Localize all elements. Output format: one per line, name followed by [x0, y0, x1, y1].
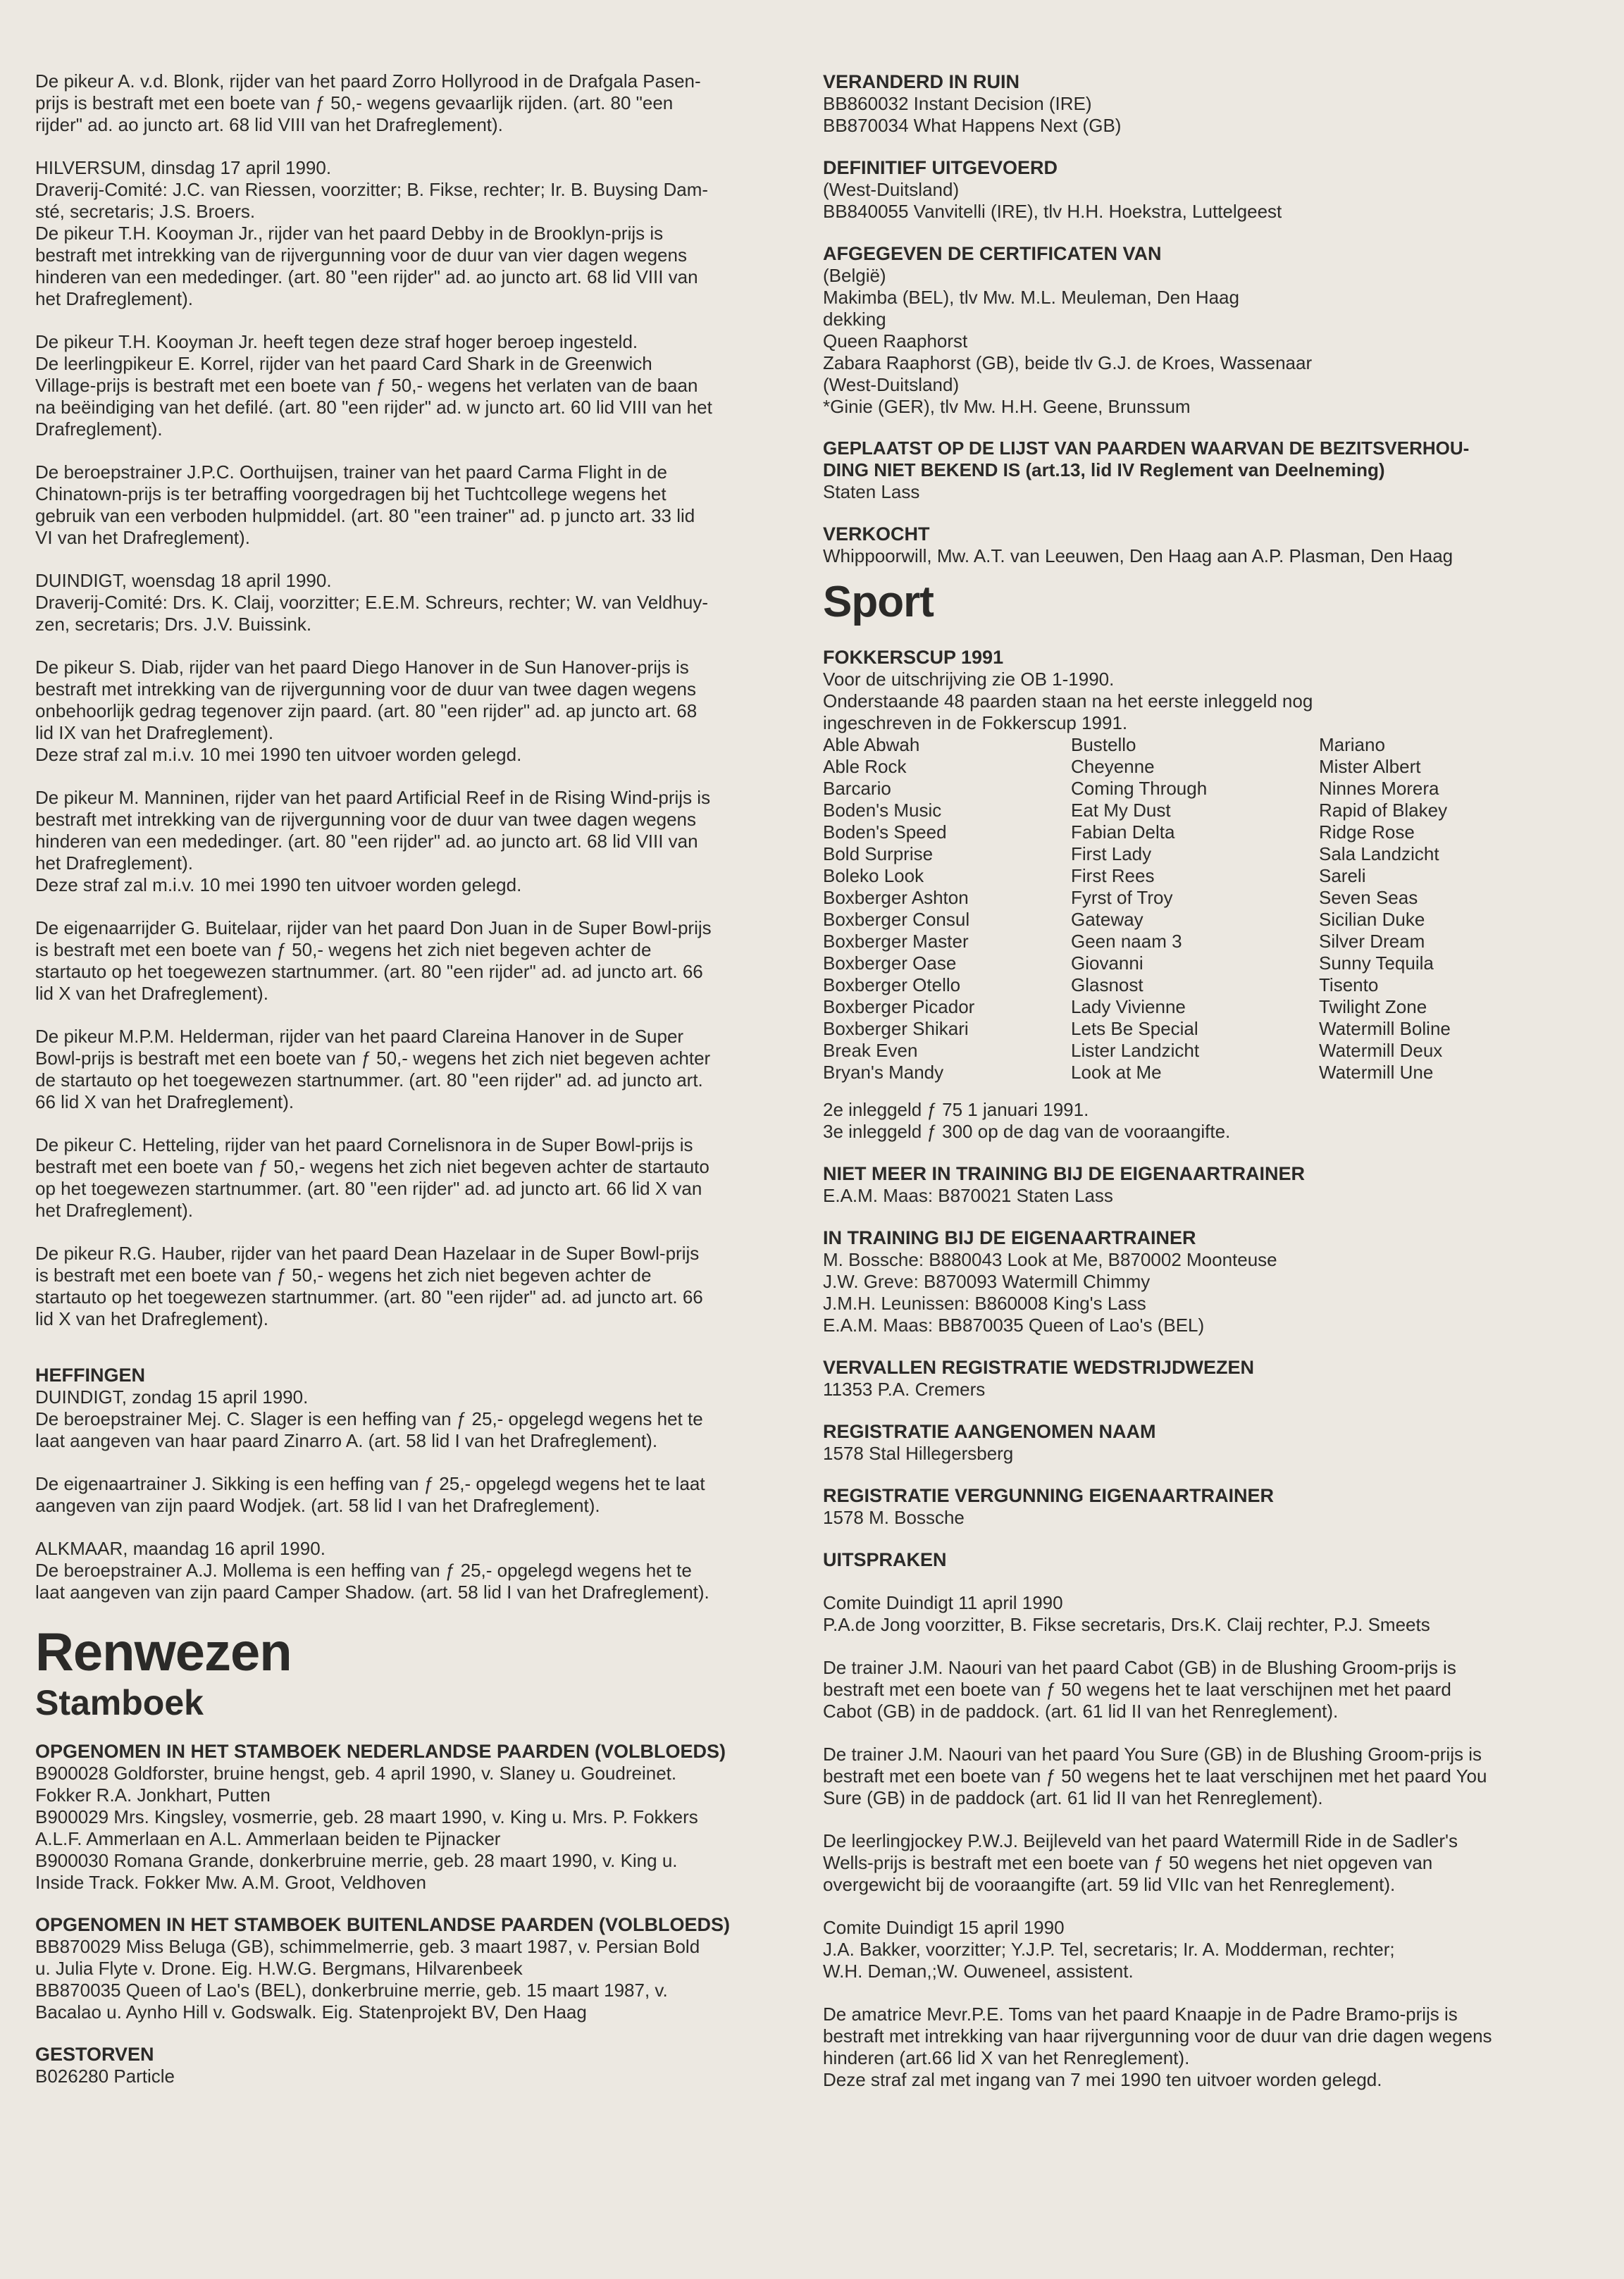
section-heading: NIET MEER IN TRAINING BIJ DE EIGENAARTRAINER: [823, 1163, 1306, 1184]
entries: [35, 1763, 793, 1894]
text-line: startauto op het toegewezen startnummer. (art. 80 "een rijder" ad. ad juncto art. 66: [35, 961, 703, 982]
section-heading: DEFINITIEF UITGEVOERD: [823, 157, 1058, 178]
gestorven-section: [35, 2043, 793, 2087]
entries: [823, 1507, 1580, 1529]
text-line: Rapid of Blakey: [1319, 800, 1448, 821]
horse-column: [823, 734, 1071, 1083]
ruin-section: [823, 70, 1580, 137]
text-line: Deze straf zal m.i.v. 10 mei 1990 ten uitvoer worden gelegd.: [35, 744, 522, 765]
paragraph: [35, 917, 793, 1005]
text-line: hinderen van een mededinger. (art. 80 "een rijder" ad. ao juncto art. 68 lid VIII van: [35, 831, 698, 852]
text-line: Inside Track. Fokker Mw. A.M. Groot, Veldhoven: [35, 1872, 426, 1893]
section-heading: OPGENOMEN IN HET STAMBOEK NEDERLANDSE PAARDEN (VOLBLOEDS): [35, 1741, 726, 1762]
text-line: Bryan's Mandy: [823, 1062, 944, 1083]
text-line: B026280 Particle: [35, 2066, 175, 2087]
text-line: Onderstaande 48 paarden staan na het eerste inleggeld nog: [823, 690, 1313, 712]
text-line: aangeven van zijn paard Wodjek. (art. 58 lid I van het Drafreglement).: [35, 1495, 600, 1516]
text-line: bestraft met een boete van ƒ 50 wegens het te laat verschijnen met het paard: [823, 1679, 1451, 1700]
text-line: Wells-prijs is bestraft met een boete van ƒ 50 wegens het niet opgeven van: [823, 1852, 1433, 1873]
text-line: VI van het Drafreglement).: [35, 527, 250, 548]
text-line: is bestraft met een boete van ƒ 50,- wegens het zich niet begeven achter de: [35, 939, 652, 960]
text-line: Comite Duindigt 15 april 1990: [823, 1917, 1065, 1938]
paragraph: [35, 1538, 793, 1603]
text-line: Bacalao u. Aynho Hill v. Godswalk. Eig. Statenprojekt BV, Den Haag: [35, 2001, 587, 2023]
text-line: het Drafreglement).: [35, 852, 193, 874]
horse-column: [1071, 734, 1319, 1083]
text-line: Fabian Delta: [1071, 821, 1175, 843]
text-line: Sure (GB) in de paddock (art. 61 lid II van het Renreglement).: [823, 1787, 1323, 1808]
entries: [823, 1379, 1580, 1401]
text-line: Sareli: [1319, 865, 1366, 886]
text-line: (België): [823, 265, 886, 286]
text-line: na beëindiging van het defilé. (art. 80 "een rijder" ad. w juncto art. 60 lid VIII van het: [35, 397, 712, 418]
paragraph: [35, 1386, 793, 1452]
text-line: 1578 M. Bossche: [823, 1507, 965, 1528]
sport-heading: Sport: [823, 578, 934, 626]
text-line: Zabara Raaphorst (GB), beide tlv G.J. de Kroes, Wassenaar: [823, 352, 1313, 373]
text-line: bestraft met een boete van ƒ 50 wegens het te laat verschijnen met het paard You: [823, 1765, 1487, 1787]
text-line: De pikeur M.P.M. Helderman, rijder van het paard Clareina Hanover in de Super: [35, 1026, 684, 1047]
text-line: HILVERSUM, dinsdag 17 april 1990.: [35, 157, 332, 178]
text-line: De trainer J.M. Naouri van het paard Cabot (GB) in de Blushing Groom-prijs is: [823, 1657, 1456, 1678]
entries: [823, 93, 1580, 137]
section-heading: FOKKERSCUP 1991: [823, 647, 1004, 668]
text-line: Barcario: [823, 778, 891, 799]
text-line: Lister Landzicht: [1071, 1040, 1200, 1061]
text-line: GEPLAATST OP DE LIJST VAN PAARDEN WAARVAN DE BEZITSVERHOU-: [823, 437, 1470, 459]
text-line: BB870035 Queen of Lao's (BEL), donkerbruine merrie, geb. 15 maart 1987, v.: [35, 1980, 668, 2001]
text-line: Tisento: [1319, 974, 1379, 995]
section-heading: OPGENOMEN IN HET STAMBOEK BUITENLANDSE PAARDEN (VOLBLOEDS): [35, 1914, 731, 1935]
text-line: u. Julia Flyte v. Drone. Eig. H.W.G. Bergmans, Hilvarenbeek: [35, 1958, 523, 1979]
text-line: het Drafreglement).: [35, 1200, 193, 1221]
text-line: ALKMAAR, maandag 16 april 1990.: [35, 1538, 326, 1559]
text-line: E.A.M. Maas: BB870035 Queen of Lao's (BEL): [823, 1315, 1205, 1336]
text-line: laat aangeven van haar paard Zinarro A. (art. 58 lid I van het Drafreglement).: [35, 1430, 658, 1451]
text-line: onbehoorlijk gedrag tegenover zijn paard. (art. 80 "een rijder" ad. ap juncto art. 68: [35, 700, 698, 721]
text-line: Boleko Look: [823, 865, 924, 886]
text-line: Able Abwah: [823, 734, 920, 755]
section-heading: HEFFINGEN: [35, 1365, 146, 1386]
section-heading: VERVALLEN REGISTRATIE WEDSTRIJDWEZEN: [823, 1357, 1255, 1378]
text-line: W.H. Deman,;W. Ouweneel, assistent.: [823, 1961, 1134, 1982]
text-line: De eigenaartrainer J. Sikking is een heffing van ƒ 25,- opgelegd wegens het te laat: [35, 1473, 705, 1494]
text-line: Sunny Tequila: [1319, 952, 1434, 974]
text-line: DUINDIGT, woensdag 18 april 1990.: [35, 570, 332, 591]
text-line: Seven Seas: [1319, 887, 1418, 908]
text-line: Mister Albert: [1319, 756, 1421, 777]
duindigt-section: [35, 570, 793, 635]
stamboek-heading: Stamboek: [35, 1683, 204, 1722]
paragraph: [35, 1026, 793, 1113]
text-line: 66 lid X van het Drafreglement).: [35, 1091, 295, 1112]
text-line: Ninnes Morera: [1319, 778, 1439, 799]
niet-meer-section: [823, 1162, 1580, 1207]
text-line: Bold Surprise: [823, 843, 934, 864]
section-heading: REGISTRATIE AANGENOMEN NAAM: [823, 1421, 1156, 1442]
text-line: Mariano: [1319, 734, 1385, 755]
text-line: Cabot (GB) in de paddock. (art. 61 lid II van het Renreglement).: [823, 1701, 1339, 1722]
text-line: Lets Be Special: [1071, 1018, 1198, 1039]
certificaten-section: [823, 242, 1580, 418]
paragraph: [823, 1830, 1580, 1896]
entries: [823, 1185, 1580, 1207]
text-line: 11353 P.A. Cremers: [823, 1379, 986, 1400]
horse-list: [823, 734, 1580, 1083]
lijst-section: [823, 437, 1580, 503]
text-line: Lady Vivienne: [1071, 996, 1186, 1017]
renwezen-heading: Renwezen: [35, 1622, 292, 1682]
text-line: J.M.H. Leunissen: B860008 King's Lass: [823, 1293, 1146, 1314]
text-line: Drafreglement).: [35, 418, 163, 440]
text-line: rijder" ad. ao juncto art. 68 lid VIII van het Drafreglement).: [35, 114, 503, 135]
text-line: De beroepstrainer J.P.C. Oorthuijsen, trainer van het paard Carma Flight in de: [35, 461, 667, 483]
text-line: De amatrice Mevr.P.E. Toms van het paard Knaapje in de Padre Bramo-prijs is: [823, 2004, 1458, 2025]
text-line: gebruik van een verboden hulpmiddel. (art. 80 "een trainer" ad. p juncto art. 33 lid: [35, 505, 695, 526]
fokkerscup-intro: [823, 669, 1580, 734]
text-line: Fyrst of Troy: [1071, 887, 1173, 908]
text-line: Chinatown-prijs is ter betraffing voorgedragen bij het Tuchtcollege wegens het: [35, 483, 667, 504]
section-heading: [823, 437, 1580, 481]
text-line: De pikeur T.H. Kooyman Jr., rijder van het paard Debby in de Brooklyn-prijs is: [35, 223, 664, 244]
text-line: B900029 Mrs. Kingsley, vosmerrie, geb. 28 maart 1990, v. King u. Mrs. P. Fokkers: [35, 1806, 698, 1827]
text-line: Boxberger Consul: [823, 909, 970, 930]
paragraph: [35, 1473, 793, 1517]
heffingen-section: [35, 1364, 793, 1603]
text-line: Boden's Speed: [823, 821, 947, 843]
text-line: Look at Me: [1071, 1062, 1162, 1083]
text-line: bestraft met intrekking van de rijvergunning voor de duur van twee dagen wegens: [35, 809, 697, 830]
text-line: 3e inleggeld ƒ 300 op de dag van de vooraangifte.: [823, 1121, 1231, 1142]
section-heading: REGISTRATIE VERGUNNING EIGENAARTRAINER: [823, 1485, 1275, 1506]
text-line: Geen naam 3: [1071, 931, 1182, 952]
text-line: Deze straf zal met ingang van 7 mei 1990 ten uitvoer worden gelegd.: [823, 2069, 1382, 2090]
paragraph: [823, 1917, 1580, 1982]
text-line: bestraft met intrekking van de rijvergunning voor de duur van twee dagen wegens: [35, 678, 697, 700]
text-line: Sicilian Duke: [1319, 909, 1425, 930]
text-line: Able Rock: [823, 756, 907, 777]
text-line: De leerlingjockey P.W.J. Beijleveld van het paard Watermill Ride in de Sadler's: [823, 1830, 1458, 1851]
text-line: Coming Through: [1071, 778, 1208, 799]
text-line: ingeschreven in de Fokkerscup 1991.: [823, 712, 1128, 733]
paragraph: [35, 70, 793, 136]
text-line: lid X van het Drafreglement).: [35, 1308, 268, 1329]
text-line: Bowl-prijs is bestraft met een boete van ƒ 50,- wegens het zich niet begeven achter: [35, 1048, 711, 1069]
entries: [823, 265, 1580, 418]
text-line: De pikeur M. Manninen, rijder van het paard Artificial Reef in de Rising Wind-prijs is: [35, 787, 711, 808]
left-column: [35, 70, 793, 2107]
text-line: 2e inleggeld ƒ 75 1 januari 1991.: [823, 1099, 1089, 1120]
text-line: Break Even: [823, 1040, 918, 1061]
text-line: First Lady: [1071, 843, 1152, 864]
text-line: hinderen van een mededinger. (art. 80 "een rijder" ad. ao juncto art. 68 lid VIII van: [35, 266, 698, 287]
vergunning-section: [823, 1484, 1580, 1529]
text-line: BB860032 Instant Decision (IRE): [823, 93, 1092, 114]
text-line: Makimba (BEL), tlv Mw. M.L. Meuleman, Den Haag: [823, 287, 1239, 308]
text-line: BB840055 Vanvitelli (IRE), tlv H.H. Hoekstra, Luttelgeest: [823, 201, 1282, 222]
stamboek-nl-section: [35, 1740, 793, 1894]
section-heading: AFGEGEVEN DE CERTIFICATEN VAN: [823, 243, 1162, 264]
text-line: Boxberger Master: [823, 931, 969, 952]
vervallen-section: [823, 1356, 1580, 1401]
text-line: A.L.F. Ammerlaan en A.L. Ammerlaan beiden te Pijnacker: [35, 1828, 501, 1849]
text-line: Glasnost: [1071, 974, 1143, 995]
right-column: [823, 70, 1580, 2112]
entries: [823, 1443, 1580, 1465]
text-line: bestraft met intrekking van haar rijvergunning voor de duur van drie dagen wegens: [823, 2025, 1492, 2047]
entries: [823, 481, 1580, 503]
text-line: 1578 Stal Hillegersberg: [823, 1443, 1014, 1464]
text-line: Boxberger Ashton: [823, 887, 969, 908]
text-line: Ridge Rose: [1319, 821, 1415, 843]
text-line: DUINDIGT, zondag 15 april 1990.: [35, 1386, 309, 1408]
text-line: Boxberger Otello: [823, 974, 961, 995]
fokkerscup-section: [823, 646, 1580, 1143]
text-line: Fokker R.A. Jonkhart, Putten: [35, 1784, 271, 1806]
text-line: De pikeur A. v.d. Blonk, rijder van het paard Zorro Hollyrood in de Drafgala Pasen-: [35, 70, 701, 92]
text-line: (West-Duitsland): [823, 179, 960, 200]
text-line: hinderen (art.66 lid X van het Renreglement).: [823, 2047, 1190, 2068]
paragraph: [35, 657, 793, 766]
text-line: Draverij-Comité: Drs. K. Claij, voorzitter; E.E.M. Schreurs, rechter; W. van Veldhuy-: [35, 592, 709, 613]
text-line: Staten Lass: [823, 481, 920, 502]
text-line: First Rees: [1071, 865, 1155, 886]
uitspraken-section: [823, 1548, 1580, 2091]
text-line: Boxberger Shikari: [823, 1018, 969, 1039]
text-line: B900028 Goldforster, bruine hengst, geb. 4 april 1990, v. Slaney u. Goudreinet.: [35, 1763, 677, 1784]
text-line: Silver Dream: [1319, 931, 1425, 952]
section-heading: IN TRAINING BIJ DE EIGENAARTRAINER: [823, 1227, 1196, 1248]
text-line: Boden's Music: [823, 800, 942, 821]
text-line: lid IX van het Drafreglement).: [35, 722, 274, 743]
text-line: zen, secretaris; Drs. J.V. Buissink.: [35, 614, 312, 635]
text-line: bestraft met intrekking van de rijvergunning voor de duur van vier dagen wegens: [35, 244, 687, 266]
stamboek-bl-section: [35, 1913, 793, 2023]
text-line: Watermill Boline: [1319, 1018, 1451, 1039]
text-line: Watermill Une: [1319, 1062, 1434, 1083]
text-line: bestraft met een boete van ƒ 50,- wegens het zich niet begeven achter de startauto: [35, 1156, 709, 1177]
text-line: lid X van het Drafreglement).: [35, 983, 268, 1004]
paragraph: [823, 1657, 1580, 1722]
text-line: het Drafreglement).: [35, 288, 193, 309]
text-line: De trainer J.M. Naouri van het paard You Sure (GB) in de Blushing Groom-prijs is: [823, 1744, 1482, 1765]
text-line: Twilight Zone: [1319, 996, 1427, 1017]
text-line: J.W. Greve: B870093 Watermill Chimmy: [823, 1271, 1151, 1292]
text-line: Eat My Dust: [1071, 800, 1171, 821]
verkocht-section: [823, 523, 1580, 567]
text-line: DING NIET BEKEND IS (art.13, lid IV Reglement van Deelneming): [823, 459, 1385, 480]
entries: [823, 545, 1580, 567]
text-line: De pikeur C. Hetteling, rijder van het paard Cornelisnora in de Super Bowl-prijs is: [35, 1134, 693, 1155]
text-line: Deze straf zal m.i.v. 10 mei 1990 ten uitvoer worden gelegd.: [35, 874, 522, 895]
text-line: E.A.M. Maas: B870021 Staten Lass: [823, 1185, 1113, 1206]
text-line: B900030 Romana Grande, donkerbruine merrie, geb. 28 maart 1990, v. King u.: [35, 1850, 678, 1871]
text-line: Village-prijs is bestraft met een boete van ƒ 50,- wegens het verlaten van de baan: [35, 375, 698, 396]
text-line: P.A.de Jong voorzitter, B. Fikse secretaris, Drs.K. Claij rechter, P.J. Smeets: [823, 1614, 1430, 1635]
text-line: Comite Duindigt 11 april 1990: [823, 1592, 1063, 1613]
text-line: Queen Raaphorst: [823, 330, 968, 352]
text-line: Boxberger Oase: [823, 952, 957, 974]
text-line: De pikeur T.H. Kooyman Jr. heeft tegen deze straf hoger beroep ingesteld.: [35, 331, 638, 352]
text-line: Sala Landzicht: [1319, 843, 1439, 864]
inleggeld: [823, 1099, 1580, 1143]
text-line: De leerlingpikeur E. Korrel, rijder van het paard Card Shark in de Greenwich: [35, 353, 652, 374]
text-line: Draverij-Comité: J.C. van Riessen, voorzitter; B. Fikse, rechter; Ir. B. Buysing Dam-: [35, 179, 709, 200]
paragraph: [823, 2004, 1580, 2091]
text-line: J.A. Bakker, voorzitter; Y.J.P. Tel, secretaris; Ir. A. Modderman, rechter;: [823, 1939, 1395, 1960]
text-line: Gateway: [1071, 909, 1143, 930]
text-line: (West-Duitsland): [823, 374, 960, 395]
text-line: laat aangeven van zijn paard Camper Shadow. (art. 58 lid I van het Drafreglement).: [35, 1582, 709, 1603]
text-line: is bestraft met een boete van ƒ 50,- wegens het zich niet begeven achter de: [35, 1265, 652, 1286]
paragraph: [35, 787, 793, 896]
text-line: M. Bossche: B880043 Look at Me, B870002 Moonteuse: [823, 1249, 1277, 1270]
entries: [823, 1249, 1580, 1336]
text-line: Boxberger Picador: [823, 996, 975, 1017]
text-line: BB870029 Miss Beluga (GB), schimmelmerrie, geb. 3 maart 1987, v. Persian Bold: [35, 1936, 700, 1957]
text-line: *Ginie (GER), tlv Mw. H.H. Geene, Brunssum: [823, 396, 1191, 417]
entries: [35, 1936, 793, 2023]
text-line: startauto op het toegewezen startnummer. (art. 80 "een rijder" ad. ad juncto art. 66: [35, 1286, 703, 1308]
paragraph: [35, 331, 793, 440]
paragraph: [35, 1243, 793, 1330]
paragraph: [823, 1744, 1580, 1809]
text-line: de startauto op het toegewezen startnummer. (art. 80 "een rijder" ad. ad juncto art.: [35, 1069, 703, 1091]
text-line: Bustello: [1071, 734, 1136, 755]
text-line: dekking: [823, 309, 886, 330]
text-line: sté, secretaris; J.S. Broers.: [35, 201, 256, 222]
text-line: overgewicht bij de vooraangifte (art. 59 lid VIIc van het Renreglement).: [823, 1874, 1396, 1895]
text-line: De pikeur S. Diab, rijder van het paard Diego Hanover in de Sun Hanover-prijs is: [35, 657, 689, 678]
uitgevoerd-section: [823, 156, 1580, 223]
in-training-section: [823, 1227, 1580, 1336]
section-heading: VERKOCHT: [823, 523, 930, 545]
section-heading: GESTORVEN: [35, 2044, 154, 2065]
text-line: Whippoorwill, Mw. A.T. van Leeuwen, Den Haag aan A.P. Plasman, Den Haag: [823, 545, 1453, 566]
entries: [823, 179, 1580, 223]
paragraph: [35, 1134, 793, 1222]
text-line: De eigenaarrijder G. Buitelaar, rijder van het paard Don Juan in de Super Bowl-prijs: [35, 917, 712, 938]
section-heading: UITSPRAKEN: [823, 1549, 947, 1570]
text-line: prijs is bestraft met een boete van ƒ 50,- wegens gevaarlijk rijden. (art. 80 "een: [35, 92, 674, 113]
horse-column: [1319, 734, 1558, 1083]
text-line: De beroepstrainer Mej. C. Slager is een heffing van ƒ 25,- opgelegd wegens het te: [35, 1408, 703, 1429]
paragraph: [823, 1592, 1580, 1636]
text-line: Watermill Deux: [1319, 1040, 1443, 1061]
text-line: Giovanni: [1071, 952, 1143, 974]
paragraph: [35, 461, 793, 549]
hilversum-section: [35, 157, 793, 310]
text-line: De pikeur R.G. Hauber, rijder van het paard Dean Hazelaar in de Super Bowl-prijs: [35, 1243, 700, 1264]
text-line: Cheyenne: [1071, 756, 1155, 777]
text-line: BB870034 What Happens Next (GB): [823, 115, 1122, 136]
text-line: Voor de uitschrijving zie OB 1-1990.: [823, 669, 1115, 690]
entries: [35, 2066, 793, 2087]
naam-section: [823, 1420, 1580, 1465]
section-heading: VERANDERD IN RUIN: [823, 71, 1020, 92]
text-line: op het toegewezen startnummer. (art. 80 "een rijder" ad. ad juncto art. 66 lid X van: [35, 1178, 702, 1199]
text-line: De beroepstrainer A.J. Mollema is een heffing van ƒ 25,- opgelegd wegens het te: [35, 1560, 692, 1581]
